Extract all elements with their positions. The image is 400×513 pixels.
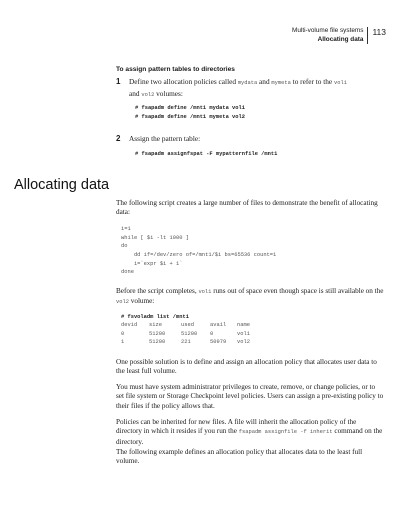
table-cell: 51200 — [149, 330, 166, 337]
table-cell: vol2 — [237, 339, 250, 346]
script-line-3: do — [121, 243, 128, 249]
script-line-5: i=`expr $i + 1` — [121, 261, 183, 267]
table-row — [121, 331, 250, 340]
step-1-command-1: # fsapadm define /mnt1 mydata vol1 — [135, 105, 245, 111]
step-1-number: 1 — [116, 77, 121, 86]
privileges-paragraph: You must have system administrator privileges to create, remove, or change policies, or to set file system or Storage Checkpoint level policies. Users can assign a pre-existing policy to their files if the policy allows that. — [116, 383, 384, 410]
step-2-command: # fsapadm assignfspat -F mypatternfile /mnt1 — [135, 151, 278, 157]
example-paragraph: The following example defines an allocation policy that allocates data to the least full volume. — [116, 448, 363, 466]
table-header-cell: name — [237, 322, 250, 328]
script-line-2: while [ $i -lt 1000 ] — [121, 235, 189, 241]
table-cell: 51200 — [181, 330, 198, 337]
page-number: 113 — [372, 27, 386, 37]
fsvoladm-command: # fsvoladm list /mnt1 — [121, 314, 189, 320]
after-script-paragraph: Before the script completes, vol1 runs out of space even though space is still available on the vol2 volume: — [116, 287, 384, 306]
table-cell: 0 — [210, 330, 214, 337]
table-header-row — [121, 322, 250, 331]
table-header-cell: avail — [210, 322, 227, 328]
script-line-1: i=1 — [121, 226, 131, 232]
inheritance-paragraph: Policies can be inherited for new files. A file will inherit the allocation policy of the directory in which it resides if you run the fsapadm assignfile -f inherit command on the directory. — [116, 418, 383, 446]
table-cell: 51200 — [149, 339, 166, 346]
header-chapter: Multi-volume file systems — [292, 27, 364, 34]
procedure-title: To assign pattern tables to directories — [116, 66, 235, 73]
step-1-text: Define two allocation policies called mydata and mymeta to refer to the vol1 and vol2 volumes: — [129, 77, 347, 98]
header-section: Allocating data — [317, 35, 364, 43]
step-2-text: Assign the pattern table: — [129, 134, 201, 143]
table-cell: 1 — [121, 339, 125, 346]
table-cell: 50979 — [210, 339, 227, 346]
script-line-6: done — [121, 269, 134, 275]
table-cell: vol1 — [237, 330, 250, 337]
table-cell: 221 — [181, 339, 191, 346]
intro-paragraph: The following script creates a large number of files to demonstrate the benefit of allocating data: — [116, 199, 378, 217]
section-heading: Allocating data — [14, 177, 110, 193]
table-row — [121, 339, 250, 348]
step-2-number: 2 — [116, 134, 121, 143]
step-1-command-2: # fsapadm define /mnt1 mymeta vol2 — [135, 114, 245, 120]
header-titles — [292, 27, 368, 44]
script-line-4: dd if=/dev/zero of=/mnt1/$i bs=65536 count=1 — [121, 252, 277, 258]
table-header-cell: size — [149, 322, 162, 328]
solution-paragraph: One possible solution is to define and assign an allocation policy that allocates user data to the least full volume. — [116, 358, 377, 376]
table-header-cell: devid — [121, 322, 138, 328]
table-cell: 0 — [121, 330, 125, 337]
table-header-cell: used — [181, 322, 194, 328]
volume-table — [121, 322, 250, 348]
running-header — [292, 27, 386, 44]
